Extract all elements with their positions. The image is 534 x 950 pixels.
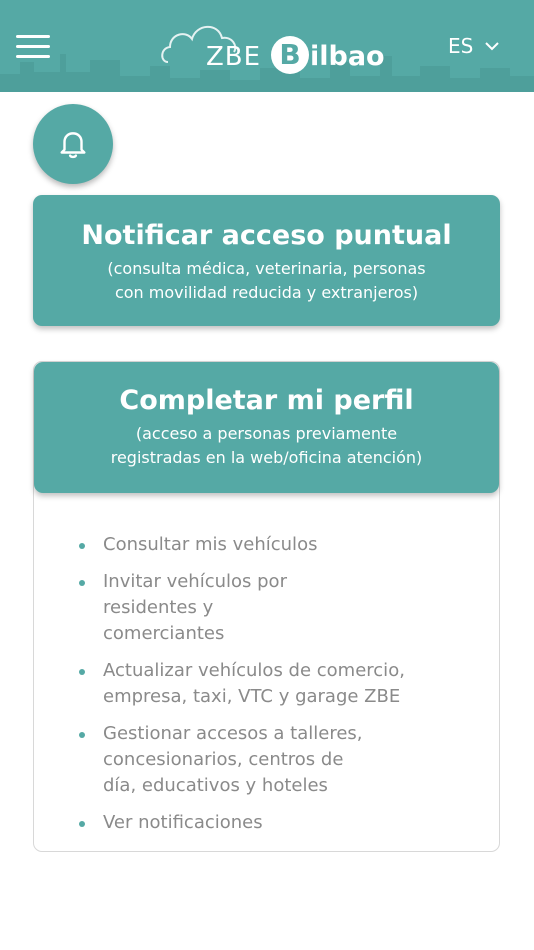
notify-card-title: Notificar acceso puntual (81, 220, 452, 251)
list-item: Ver notificaciones (34, 810, 499, 836)
profile-card-title: Completar mi perfil (119, 385, 414, 416)
bell-icon (56, 127, 90, 161)
profile-card (33, 361, 500, 852)
logo-b-circle: B (271, 36, 309, 74)
app-header (0, 0, 534, 92)
notifications-bell-button[interactable] (33, 104, 113, 184)
notify-subtitle-line2: con movilidad reducida y extranjeros) (114, 283, 419, 302)
profile-subtitle-line2: registradas en la web/oficina atención) (110, 448, 423, 467)
notify-access-button[interactable] (33, 195, 500, 326)
profile-features-list (34, 532, 499, 847)
profile-card-subtitle (34, 422, 499, 470)
menu-icon (16, 35, 50, 38)
logo-bilbao-text: ilbao (310, 41, 385, 72)
list-item: Gestionar accesos a talleres, concesionarios, centros de día, educativos y hoteles (34, 721, 394, 799)
list-item: Consultar mis vehículos (34, 532, 499, 558)
language-selector[interactable] (448, 34, 499, 58)
language-label: ES (448, 34, 474, 58)
list-item: Invitar vehículos por residentes y comerciantes (34, 569, 324, 647)
logo-zbe-text: ZBE (206, 42, 262, 72)
chevron-down-icon (485, 42, 499, 51)
zbe-bilbao-logo (160, 10, 385, 80)
profile-subtitle-line1: (acceso a personas previamente (135, 424, 398, 443)
complete-profile-button[interactable] (34, 362, 499, 493)
notify-subtitle-line1: (consulta médica, veterinaria, personas (107, 259, 426, 278)
notify-card-subtitle (33, 257, 500, 305)
list-item: Actualizar vehículos de comercio, empresa, taxi, VTC y garage ZBE (34, 658, 464, 710)
hamburger-menu-button[interactable] (16, 35, 50, 59)
